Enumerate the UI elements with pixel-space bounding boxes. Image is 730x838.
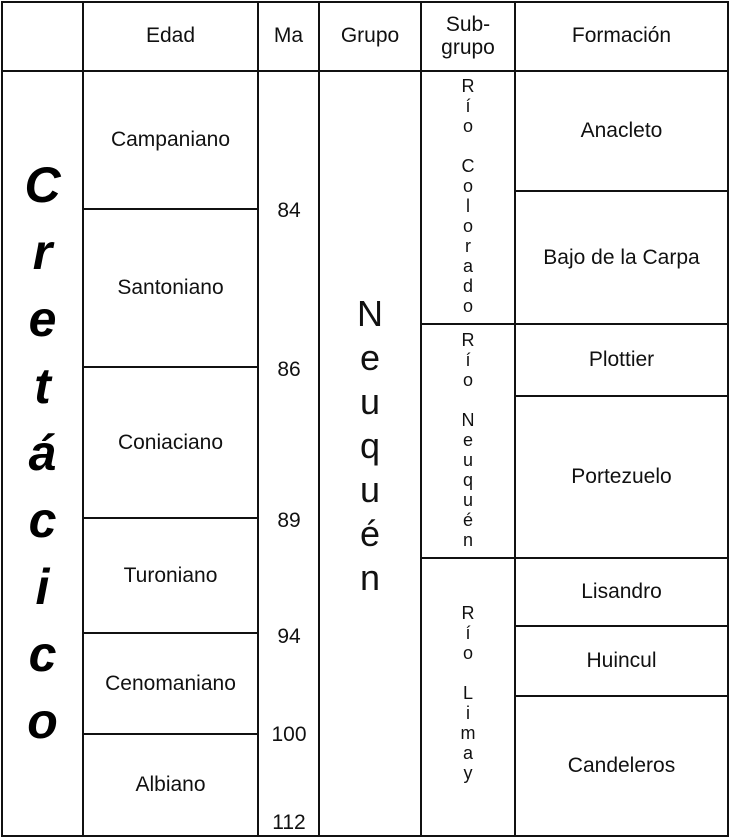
ma-value: 89 [277,509,301,532]
formation-cell: Candeleros [567,754,676,777]
period-letter: C [24,157,61,213]
subgroup-letter: o [462,643,473,663]
subgroup-letter: a [462,743,473,763]
subgroup-letter [465,663,470,683]
group-label [319,292,421,600]
subgroup-letter [465,390,470,410]
group-letter: n [359,557,381,598]
subgroup-letter: o [462,116,473,136]
subgroup-letter: u [462,490,473,510]
subgroup-letter: y [463,763,473,783]
subgroup-letter: N [461,410,475,430]
age-cell: Turoniano [123,563,218,587]
period-letter: r [32,224,53,280]
subgroup-letter: i [466,703,470,723]
period-letter: e [28,291,57,347]
period-label [2,152,83,755]
subgroup-letter: L [462,683,473,703]
ma-value: 94 [277,625,301,648]
age-cell: Coniaciano [117,430,224,454]
period-letter: c [28,492,57,548]
formation-cell: Bajo de la Carpa [543,245,700,269]
subgroup-label-rio-colorado [421,76,515,316]
group-letter: é [359,513,381,554]
age-cell: Cenomaniano [105,671,236,695]
formation-cell: Plottier [588,348,655,371]
period-letter: i [35,559,50,615]
subgroup-letter: R [461,603,475,623]
subgroup-letter: d [462,276,473,296]
subgroup-letter: C [461,156,475,176]
subgroup-letter: R [461,76,475,96]
ma-value: 84 [277,199,301,222]
subgroup-letter: í [465,96,471,116]
age-cell: Campaniano [110,128,231,151]
subgroup-label-rio-neuquen [421,330,515,550]
subgroup-label-rio-limay [421,603,515,783]
ma-value: 112 [272,811,306,834]
subgroup-letter: o [462,370,473,390]
age-cell: Albiano [135,773,206,796]
formation-cell: Anacleto [580,119,663,142]
period-letter: c [28,626,57,682]
subgroup-letter [465,136,470,156]
group-letter: N [357,293,383,334]
subgroup-letter: o [462,176,473,196]
subgroup-letter: o [462,296,473,316]
group-letter: e [359,337,381,378]
formation-cell: Portezuelo [571,465,672,488]
subgroup-letter: n [462,530,473,550]
subgroup-letter: a [462,256,473,276]
subgroup-letter: l [466,196,470,216]
ma-value: 100 [271,723,307,746]
subgroup-letter: í [465,350,471,370]
header-formacion: Formación [571,24,672,48]
subgroup-letter: m [460,723,476,743]
subgroup-letter: é [462,510,473,530]
subgroup-letter: í [465,623,471,643]
subgroup-letter: e [462,430,473,450]
ma-value: 86 [277,358,301,381]
group-letter: u [359,469,381,510]
formation-cell: Lisandro [581,580,662,603]
period-letter: á [28,425,57,481]
subgroup-letter: r [465,236,471,256]
header-subgrupo: Sub- grupo [441,13,495,59]
subgroup-letter: q [462,470,473,490]
subgroup-letter: R [461,330,475,350]
header-edad: Edad [145,24,196,48]
header-grupo: Grupo [340,24,400,48]
period-letter: o [27,693,58,749]
group-letter: u [359,381,381,422]
period-letter: t [34,358,51,414]
age-cell: Santoniano [117,276,224,299]
header-ma: Ma [273,24,304,48]
group-letter: q [359,425,381,466]
formation-cell: Huincul [586,649,657,672]
subgroup-letter: u [462,450,473,470]
subgroup-letter: o [462,216,473,236]
